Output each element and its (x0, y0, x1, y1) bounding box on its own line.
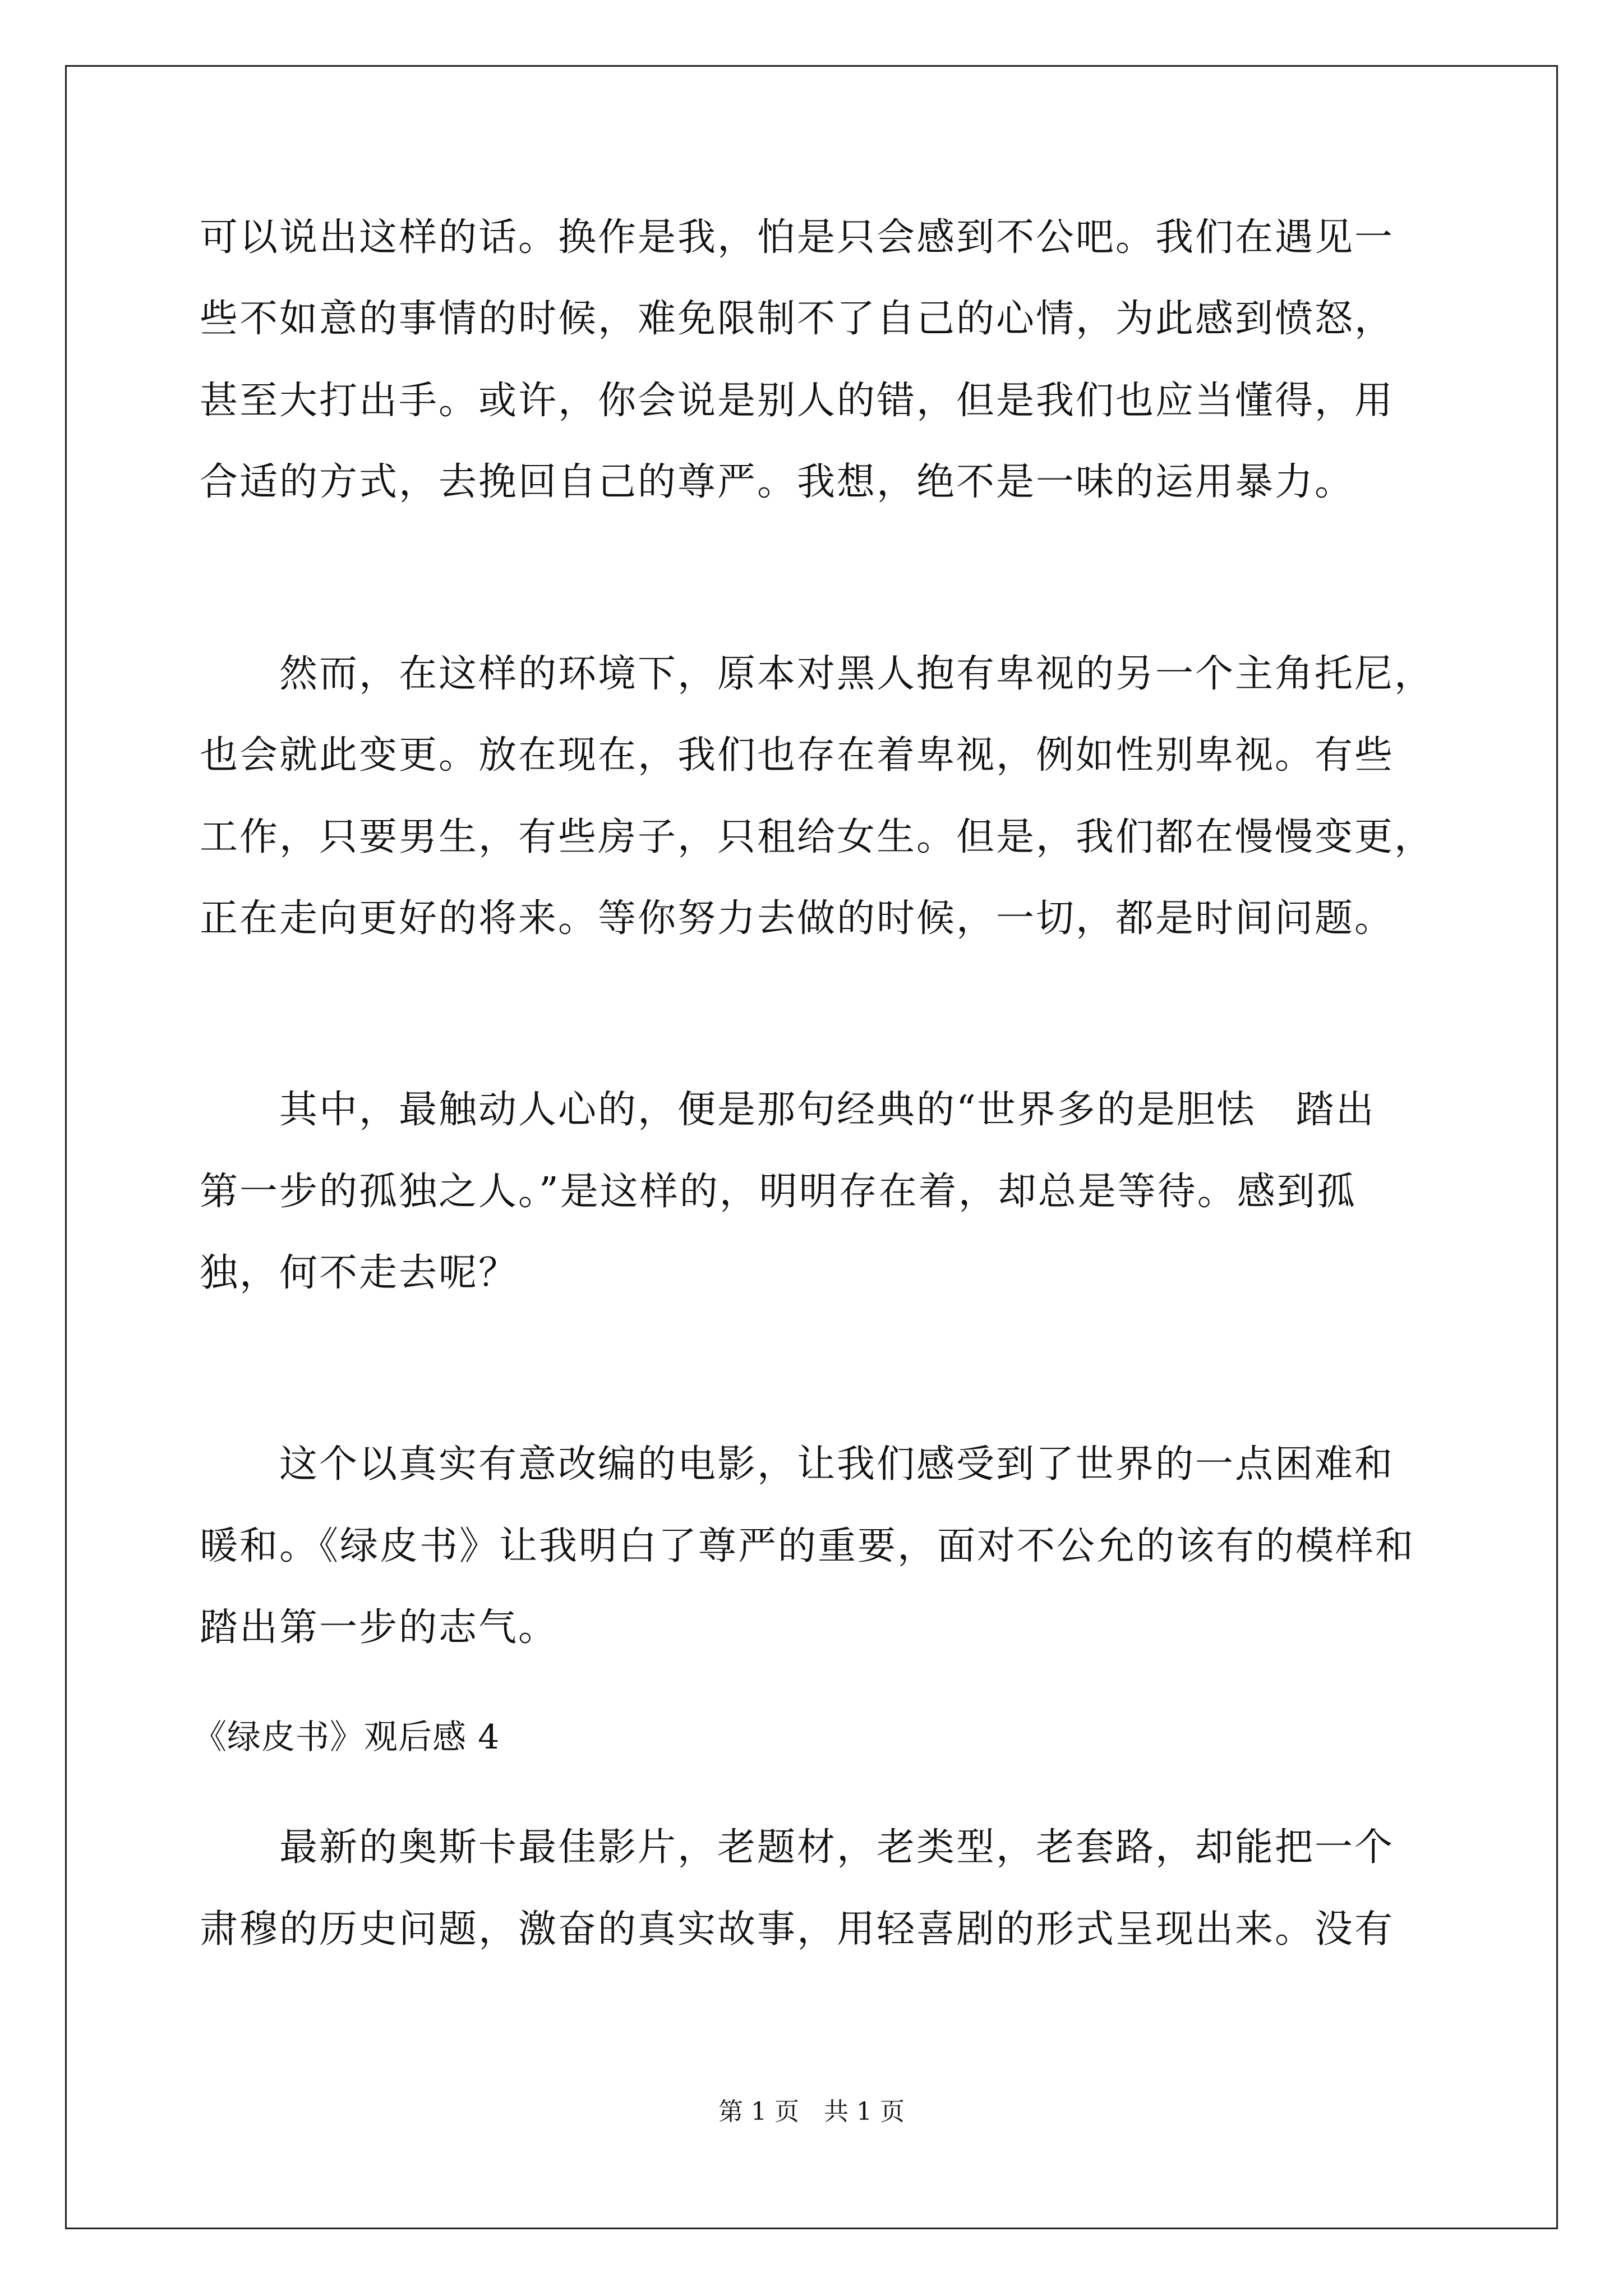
body-line: 合适的方式，去挽回自己的尊严。我想，绝不是一味的运用暴力。 (200, 460, 1355, 504)
body-line: 独，何不走去呢？ (200, 1251, 519, 1295)
section-heading: 《绿皮书》观后感 4 (193, 1718, 500, 1757)
body-line: 正在走向更好的将来。等你努力去做的时候，一切，都是时间问题。 (200, 896, 1395, 941)
body-line: 第一步的孤独之人。”是这样的，明明存在着，却总是等待。感到孤 (200, 1170, 1357, 1214)
body-line: 然而，在这样的环境下，原本对黑人抱有卑视的另一个主角托尼， (200, 652, 1435, 696)
body-line: 这个以真实有意改编的电影，让我们感受到了世界的一点困难和 (200, 1442, 1395, 1487)
body-line: 肃穆的历史问题，激奋的真实故事，用轻喜剧的形式呈现出来。没有 (200, 1907, 1395, 1952)
body-line: 最新的奥斯卡最佳影片，老题材，老类型，老套路，却能把一个 (200, 1825, 1395, 1870)
body-line: 可以说出这样的话。换作是我，怕是只会感到不公吧。我们在遇见一 (200, 215, 1395, 260)
body-line: 其中，最触动人心的，便是那句经典的“世界多的是胆怯 踏出 (200, 1088, 1376, 1132)
body-line: 甚至大打出手。或许，你会说是别人的错，但是我们也应当懂得，用 (200, 379, 1395, 423)
body-line: 也会就此变更。放在现在，我们也存在着卑视，例如性别卑视。有些 (200, 733, 1395, 777)
page-footer: 第 1 页 共 1 页 (718, 2097, 905, 2126)
body-line: 工作，只要男生，有些房子，只租给女生。但是，我们都在慢慢变更， (200, 815, 1435, 859)
body-line: 踏出第一步的志气。 (200, 1605, 559, 1650)
body-line: 暖和。《绿皮书》让我明白了尊严的重要，面对不公允的该有的模样和 (200, 1524, 1415, 1568)
body-line: 些不如意的事情的时候，难免限制不了自己的心情，为此感到愤怒， (200, 297, 1395, 341)
